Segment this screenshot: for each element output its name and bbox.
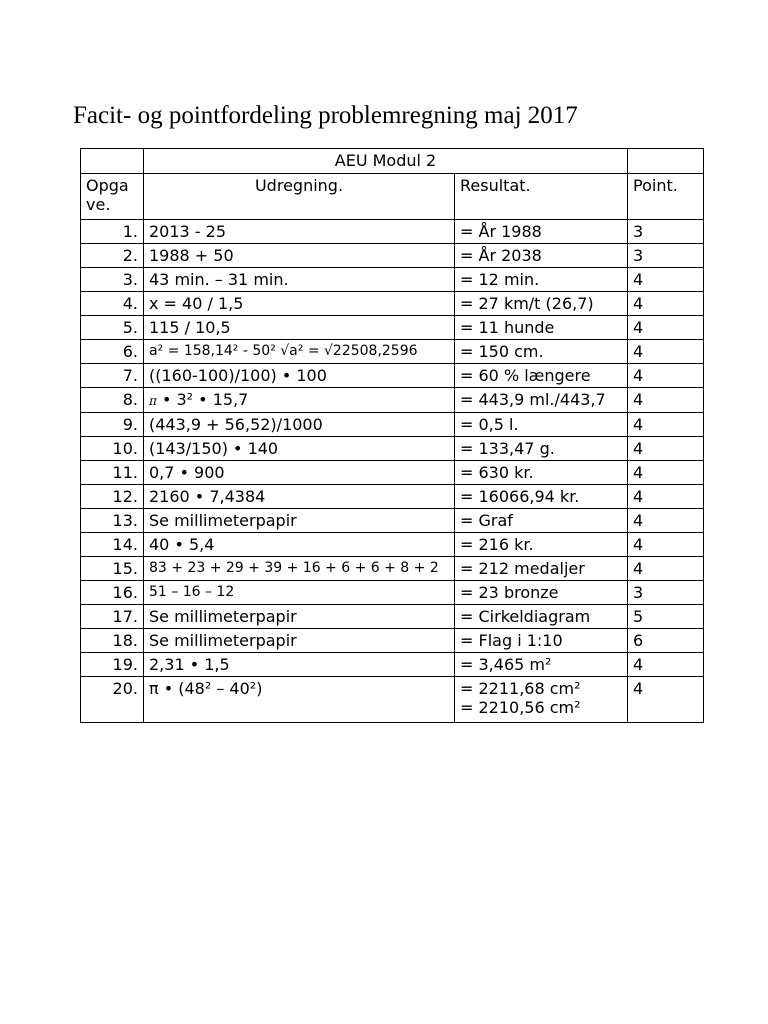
result-cell: = Cirkeldiagram bbox=[455, 605, 628, 629]
table-row bbox=[81, 461, 704, 485]
task-number: 3. bbox=[81, 268, 144, 292]
task-number: 15. bbox=[81, 557, 144, 581]
result-cell: = 212 medaljer bbox=[455, 557, 628, 581]
answer-table bbox=[80, 148, 704, 723]
result-cell: = 11 hunde bbox=[455, 316, 628, 340]
points-cell: 4 bbox=[628, 340, 704, 364]
table-row bbox=[81, 437, 704, 461]
result-cell: = 60 % længere bbox=[455, 364, 628, 388]
task-number: 18. bbox=[81, 629, 144, 653]
module-header-row bbox=[81, 149, 704, 174]
points-cell: 4 bbox=[628, 461, 704, 485]
result-cell bbox=[455, 677, 628, 723]
result-line: = 2211,68 cm² bbox=[460, 679, 581, 698]
result-cell: = 443,9 ml./443,7 bbox=[455, 388, 628, 413]
points-cell: 4 bbox=[628, 316, 704, 340]
table-row bbox=[81, 316, 704, 340]
task-number: 8. bbox=[81, 388, 144, 413]
points-cell: 4 bbox=[628, 388, 704, 413]
task-number: 20. bbox=[81, 677, 144, 723]
table-row bbox=[81, 557, 704, 581]
table-row bbox=[81, 268, 704, 292]
table-row bbox=[81, 653, 704, 677]
calc-cell: 2,31 • 1,5 bbox=[144, 653, 455, 677]
task-number: 17. bbox=[81, 605, 144, 629]
task-number: 4. bbox=[81, 292, 144, 316]
task-number: 12. bbox=[81, 485, 144, 509]
result-line: = 2210,56 cm² bbox=[460, 698, 581, 717]
calc-cell: 1988 + 50 bbox=[144, 244, 455, 268]
calc-cell: π • (48² – 40²) bbox=[144, 677, 455, 723]
result-cell: = 0,5 l. bbox=[455, 413, 628, 437]
blank-cell bbox=[81, 149, 144, 174]
result-cell: = 150 cm. bbox=[455, 340, 628, 364]
calc-cell: Se millimeterpapir bbox=[144, 605, 455, 629]
points-cell: 4 bbox=[628, 292, 704, 316]
task-number: 6. bbox=[81, 340, 144, 364]
blank-cell bbox=[628, 149, 704, 174]
table-row bbox=[81, 292, 704, 316]
task-number: 16. bbox=[81, 581, 144, 605]
points-cell: 4 bbox=[628, 413, 704, 437]
points-cell: 4 bbox=[628, 268, 704, 292]
table-row bbox=[81, 413, 704, 437]
table-row bbox=[81, 677, 704, 723]
calc-cell: Se millimeterpapir bbox=[144, 629, 455, 653]
table-row bbox=[81, 388, 704, 413]
calc-cell: 43 min. – 31 min. bbox=[144, 268, 455, 292]
points-cell: 4 bbox=[628, 653, 704, 677]
result-cell: = År 1988 bbox=[455, 220, 628, 244]
calc-cell: (143/150) • 140 bbox=[144, 437, 455, 461]
points-cell: 4 bbox=[628, 485, 704, 509]
task-number: 13. bbox=[81, 509, 144, 533]
task-number: 14. bbox=[81, 533, 144, 557]
points-cell: 4 bbox=[628, 557, 704, 581]
task-number: 10. bbox=[81, 437, 144, 461]
table-row bbox=[81, 605, 704, 629]
calc-cell: ((160-100)/100) • 100 bbox=[144, 364, 455, 388]
calc-cell: (443,9 + 56,52)/1000 bbox=[144, 413, 455, 437]
task-number: 9. bbox=[81, 413, 144, 437]
table-row bbox=[81, 509, 704, 533]
result-cell: = 27 km/t (26,7) bbox=[455, 292, 628, 316]
result-cell: = Graf bbox=[455, 509, 628, 533]
table-row bbox=[81, 220, 704, 244]
result-cell: = 3,465 m² bbox=[455, 653, 628, 677]
points-cell: 3 bbox=[628, 220, 704, 244]
points-cell: 4 bbox=[628, 509, 704, 533]
module-label: AEU Modul 2 bbox=[144, 149, 628, 174]
result-cell: = 630 kr. bbox=[455, 461, 628, 485]
result-cell: = Flag i 1:10 bbox=[455, 629, 628, 653]
calc-cell: 2160 • 7,4384 bbox=[144, 485, 455, 509]
calc-cell bbox=[144, 388, 455, 413]
calc-cell: a² = 158,14² - 50² √a² = √22508,2596 bbox=[144, 340, 455, 364]
result-cell: = 23 bronze bbox=[455, 581, 628, 605]
task-number: 19. bbox=[81, 653, 144, 677]
result-cell: = År 2038 bbox=[455, 244, 628, 268]
task-number: 2. bbox=[81, 244, 144, 268]
calc-cell: x = 40 / 1,5 bbox=[144, 292, 455, 316]
points-cell: 4 bbox=[628, 437, 704, 461]
result-cell: = 133,47 g. bbox=[455, 437, 628, 461]
table-row bbox=[81, 340, 704, 364]
points-cell: 3 bbox=[628, 581, 704, 605]
task-number: 11. bbox=[81, 461, 144, 485]
pi-symbol: π bbox=[149, 394, 157, 408]
calc-cell: 51 – 16 – 12 bbox=[144, 581, 455, 605]
header-calc: Udregning. bbox=[144, 174, 455, 220]
result-cell: = 16066,94 kr. bbox=[455, 485, 628, 509]
points-cell: 6 bbox=[628, 629, 704, 653]
points-cell: 3 bbox=[628, 244, 704, 268]
result-cell: = 12 min. bbox=[455, 268, 628, 292]
table-row bbox=[81, 533, 704, 557]
task-number: 1. bbox=[81, 220, 144, 244]
points-cell: 4 bbox=[628, 364, 704, 388]
task-number: 7. bbox=[81, 364, 144, 388]
points-cell: 5 bbox=[628, 605, 704, 629]
result-cell: = 216 kr. bbox=[455, 533, 628, 557]
table-row bbox=[81, 485, 704, 509]
table-row bbox=[81, 364, 704, 388]
calc-cell: 40 • 5,4 bbox=[144, 533, 455, 557]
header-points: Point. bbox=[628, 174, 704, 220]
calc-cell: Se millimeterpapir bbox=[144, 509, 455, 533]
column-header-row bbox=[81, 174, 704, 220]
calc-cell: 83 + 23 + 29 + 39 + 16 + 6 + 6 + 8 + 2 bbox=[144, 557, 455, 581]
calc-cell: 2013 - 25 bbox=[144, 220, 455, 244]
task-number: 5. bbox=[81, 316, 144, 340]
calc-text: • 3² • 15,7 bbox=[156, 390, 249, 409]
points-cell: 4 bbox=[628, 677, 704, 723]
calc-cell: 115 / 10,5 bbox=[144, 316, 455, 340]
calc-cell: 0,7 • 900 bbox=[144, 461, 455, 485]
table-row bbox=[81, 581, 704, 605]
table-row bbox=[81, 244, 704, 268]
header-task: Opga ve. bbox=[81, 174, 144, 220]
table-row bbox=[81, 629, 704, 653]
page-title: Facit- og pointfordeling problemregning maj 2017 bbox=[73, 102, 578, 129]
points-cell: 4 bbox=[628, 533, 704, 557]
header-result: Resultat. bbox=[455, 174, 628, 220]
